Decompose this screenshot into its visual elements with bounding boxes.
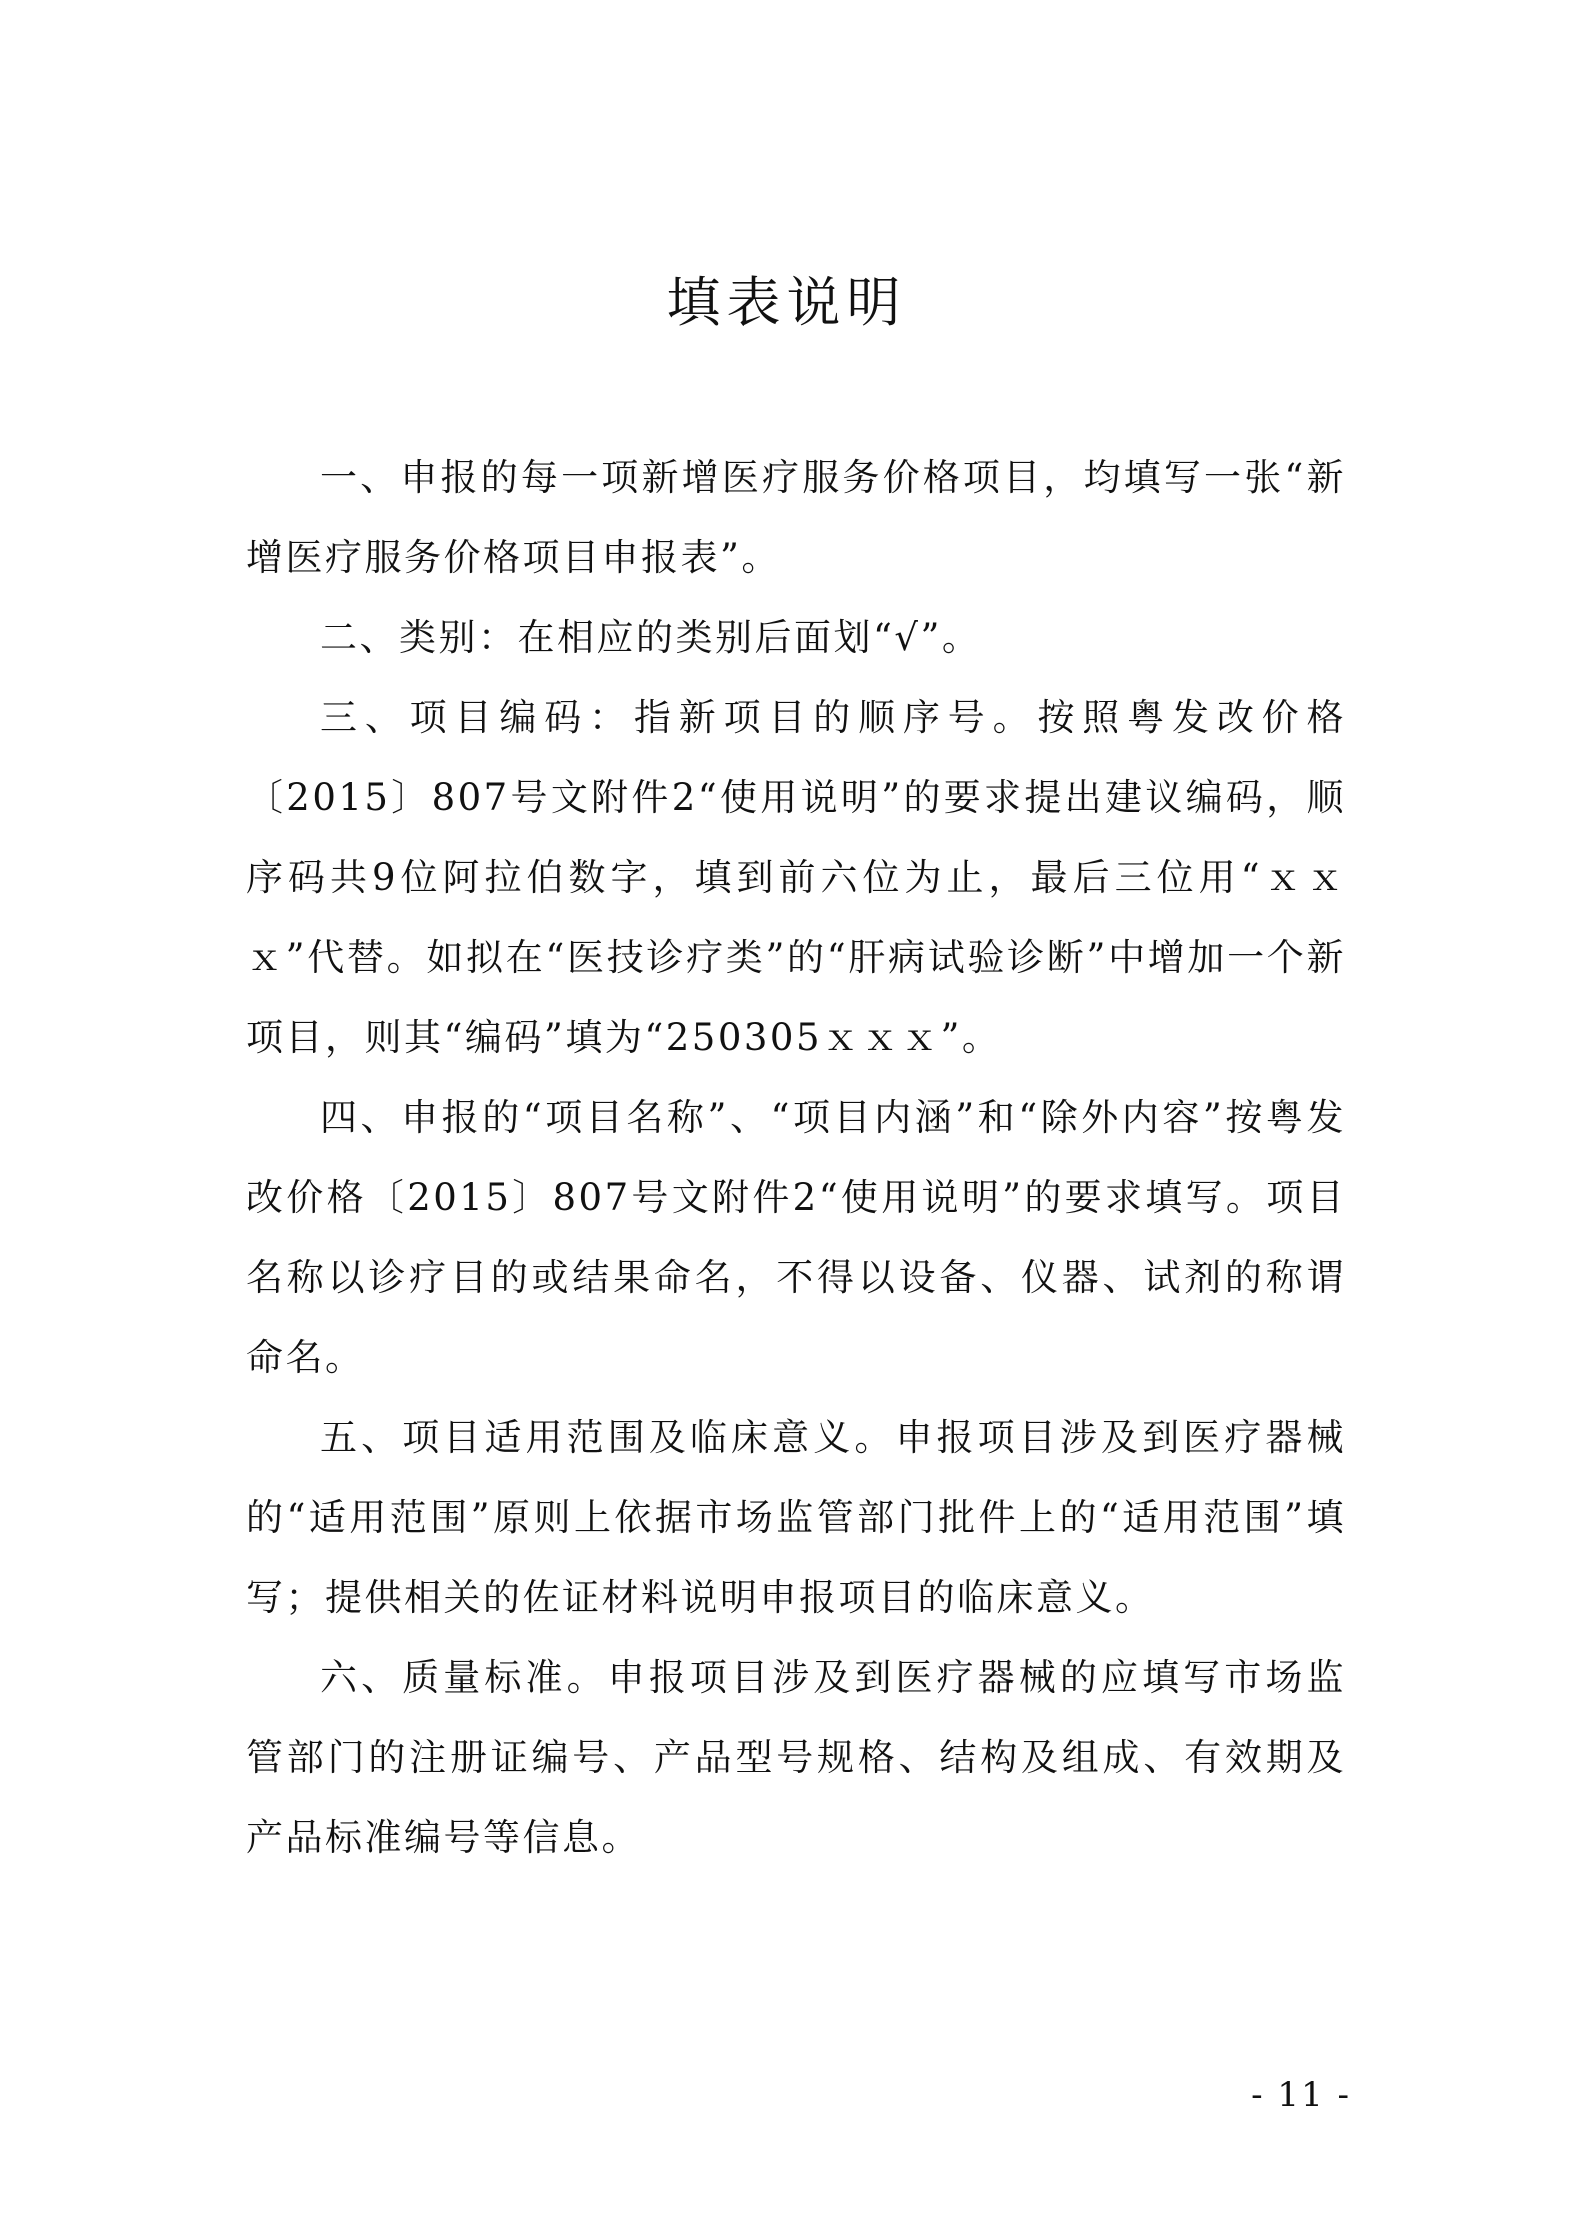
paragraph-1: 一、申报的每一项新增医疗服务价格项目，均填写一张“新增医疗服务价格项目申报表”。 xyxy=(246,456,1346,579)
paragraph-5: 五、项目适用范围及临床意义。申报项目涉及到医疗器械的“适用范围”原则上依据市场监管部门批件上的“适用范围”填写；提供相关的佐证材料说明申报项目的临床意义。 xyxy=(246,1416,1346,1619)
document-title: 填表说明 xyxy=(666,271,907,334)
paragraph-6: 六、质量标准。申报项目涉及到医疗器械的应填写市场监管部门的注册证编号、产品型号规格、结构及组成、有效期及产品标准编号等信息。 xyxy=(246,1656,1346,1859)
paragraph-3: 三、项目编码：指新项目的顺序号。按照粤发改价格〔2015〕807号文附件2“使用说明”的要求提出建议编码，顺序码共9位阿拉伯数字，填到前六位为止，最后三位用“ｘｘｘ”代替。如拟在“医技诊疗类”的“肝病试验诊断”中增加一个新项目，则其“编码”填为“250305ｘｘｘ”。 xyxy=(246,696,1346,1059)
paragraph-2: 二、类别：在相应的类别后面划“√”。 xyxy=(320,616,982,659)
document-body xyxy=(246,438,1346,1878)
paragraph-4: 四、申报的“项目名称”、“项目内涵”和“除外内容”按粤发改价格〔2015〕807号文附件2“使用说明”的要求填写。项目名称以诊疗目的或结果命名，不得以设备、仪器、试剂的称谓命名。 xyxy=(246,1096,1346,1379)
page-number: - 11 - xyxy=(1251,2075,1351,2115)
